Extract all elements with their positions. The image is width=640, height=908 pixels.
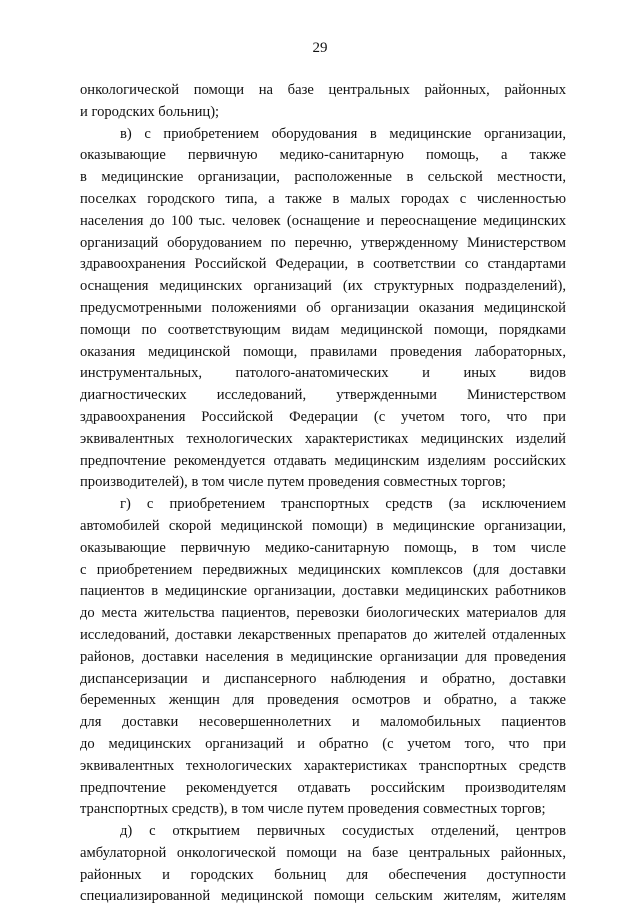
text-line: специализированной медицинской помощи сельским жителям, жителям: [80, 888, 566, 905]
text-line: организаций оборудованием по перечню, утвержденному Министерством: [80, 234, 566, 251]
text-line: пациентов в медицинские организации, доставки медицинских работников: [80, 583, 566, 600]
text-line: эквивалентных технологических характеристиках медицинских изделий: [80, 430, 566, 447]
text-line: предпочтение рекомендуется отдавать медицинским изделиям российских: [80, 452, 566, 469]
text-line: до места жительства пациентов, перевозки биологических материалов для: [80, 605, 566, 622]
text-line: оказывающие первичную медико-санитарную помощь, а также: [80, 147, 566, 164]
page-number: 29: [312, 40, 328, 56]
text-line: г) с приобретением транспортных средств (за исключением: [120, 496, 566, 513]
text-line: предусмотренными положениями об организации оказания медицинской: [80, 299, 566, 316]
text-line: производителей), в том числе путем проведения совместных торгов;: [80, 474, 506, 491]
text-line: и городских больниц);: [80, 103, 220, 120]
text-line: амбулаторной онкологической помощи на базе центральных районных,: [80, 844, 566, 861]
text-line: диспансеризации и диспансерного наблюдения и обратно, доставки: [80, 670, 566, 687]
text-line: до медицинских организаций и обратно (с учетом того, что при: [80, 735, 566, 752]
text-line: с приобретением передвижных медицинских комплексов (для доставки: [80, 561, 566, 578]
text-line: для доставки несовершеннолетних и маломобильных пациентов: [80, 714, 566, 731]
text-line: поселках городского типа, а также в малых городах с численностью: [80, 190, 566, 207]
text-line: населения до 100 тыс. человек (оснащение и переоснащение медицинских: [80, 212, 566, 229]
text-line: предпочтение рекомендуется отдавать российским производителям: [80, 779, 566, 796]
text-line: помощи по соответствующим видам медицинской помощи, порядками: [80, 321, 566, 338]
text-line: исследований, доставки лекарственных препаратов до жителей отдаленных: [80, 626, 566, 643]
text-line: оснащения медицинских организаций (их структурных подразделений),: [80, 278, 566, 295]
text-line: в) с приобретением оборудования в медицинские организации,: [120, 125, 566, 142]
text-line: транспортных средств), в том числе путем проведения совместных торгов;: [80, 801, 546, 818]
text-line: беременных женщин для проведения осмотров и обратно, а также: [80, 692, 566, 709]
text-line: инструментальных, патолого-анатомических и иных видов: [80, 365, 566, 382]
text-line: д) с открытием первичных сосудистых отделений, центров: [120, 823, 566, 840]
text-line: районных и городских больниц для обеспечения доступности: [80, 866, 566, 883]
text-line: оказывающие первичную медико-санитарную помощь, в том числе: [80, 539, 566, 556]
document-text-body: [80, 80, 566, 908]
text-line: районов, доставки населения в медицинские организации для проведения: [80, 648, 566, 665]
text-line: здравоохранения Российской Федерации, в соответствии со стандартами: [80, 256, 566, 273]
text-line: в медицинские организации, расположенные в сельской местности,: [80, 169, 566, 186]
text-line: здравоохранения Российской Федерации (с учетом того, что при: [80, 408, 566, 425]
text-line: онкологической помощи на базе центральных районных, районных: [80, 82, 566, 98]
text-line: оказания медицинской помощи, правилами проведения лабораторных,: [80, 343, 566, 360]
text-line: диагностических исследований, утвержденными Министерством: [80, 387, 566, 404]
text-line: автомобилей скорой медицинской помощи) в медицинские организации,: [80, 517, 566, 534]
text-line: эквивалентных технологических характеристиках транспортных средств: [80, 757, 566, 774]
